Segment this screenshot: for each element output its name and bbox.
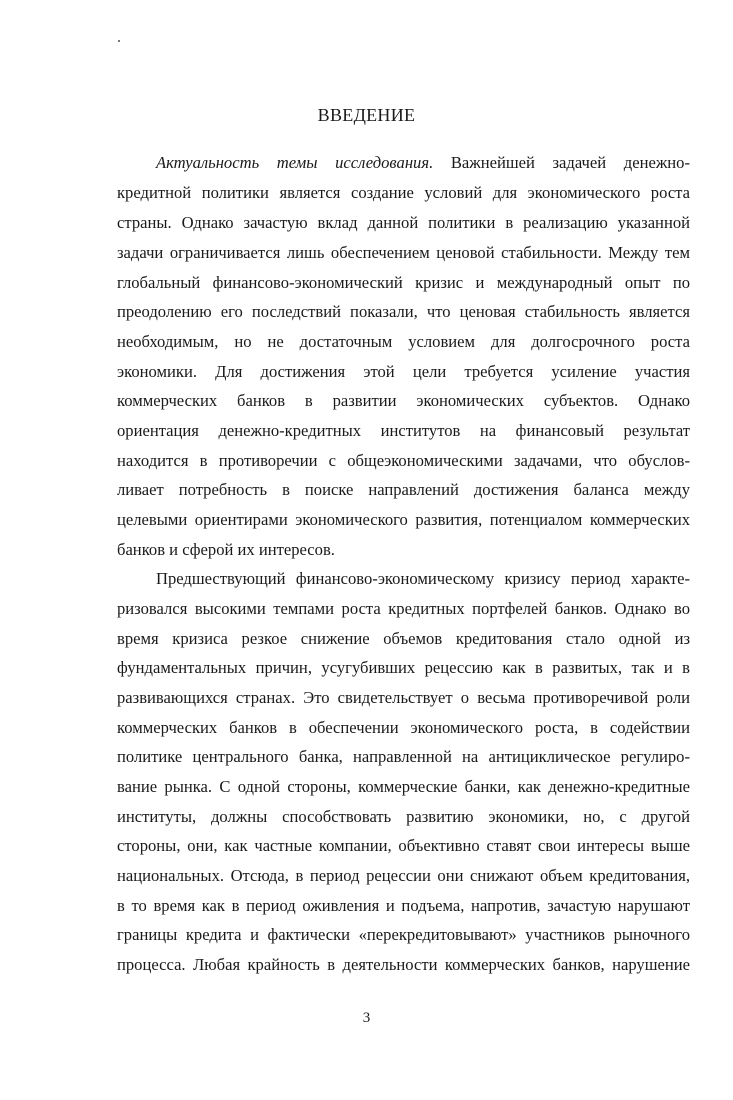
text-line-24: стороны, они, как частные компании, объективно ставят свои интересы выше <box>117 836 690 855</box>
text-line-11: находится в противоречии с общеэкономическими задачами, что обуслов- <box>117 451 690 470</box>
text-line-15: Предшествующий финансово-экономическому кризису период характе- <box>156 569 690 588</box>
page-title: ВВЕДЕНИЕ <box>317 105 416 125</box>
lead-italic-phrase: Актуальность темы исследования. <box>156 153 434 172</box>
text-line-7: необходимым, но не достаточным условием для долгосрочного роста <box>117 332 690 351</box>
text-line-25: национальных. Отсюда, в период рецессии они снижают объем кредитования, <box>117 866 690 885</box>
text-line-6: преодолению его последствий показали, что ценовая стабильность является <box>117 302 690 321</box>
text-line-5: глобальный финансово-экономический кризис и международный опыт по <box>117 273 690 292</box>
text-line-9: коммерческих банков в развитии экономических субъектов. Однако <box>117 391 690 410</box>
text-line-21: политике центрального банка, направленной на антициклическое регулиро- <box>117 747 690 766</box>
text-line-12: ливает потребность в поиске направлений достижения баланса между <box>117 480 690 499</box>
text-line-16: ризовался высокими темпами роста кредитных портфелей банков. Однако во <box>117 599 690 618</box>
text-line-20: коммерческих банков в обеспечении экономического роста, в содействии <box>117 718 690 737</box>
text-line-3: страны. Однако зачастую вклад данной политики в реализацию указанной <box>117 213 690 232</box>
text-line-8: экономики. Для достижения этой цели требуется усиление участия <box>117 362 690 381</box>
scan-speck <box>118 40 120 42</box>
text-line-1-rest: Важнейшей задачей денежно- <box>433 153 690 172</box>
text-line-28: процесса. Любая крайность в деятельности коммерческих банков, нарушение <box>117 955 690 974</box>
text-line-4: задачи ограничивается лишь обеспечением ценовой стабильности. Между тем <box>117 243 690 262</box>
text-line-19: развивающихся странах. Это свидетельствует о весьма противоречивой роли <box>117 688 690 707</box>
text-line-18: фундаментальных причин, усугубивших рецессию как в развитых, так и в <box>117 658 690 677</box>
text-line-23: институты, должны способствовать развитию экономики, но, с другой <box>117 807 690 826</box>
text-line-22: вание рынка. С одной стороны, коммерческие банки, как денежно-кредитные <box>117 777 690 796</box>
text-line-1 <box>117 153 690 173</box>
text-line-17: время кризиса резкое снижение объемов кредитования стало одной из <box>117 629 690 648</box>
text-line-26: в то время как в период оживления и подъема, напротив, зачастую нарушают <box>117 896 690 915</box>
page-number: 3 <box>362 1010 371 1026</box>
text-line-13: целевыми ориентирами экономического развития, потенциалом коммерческих <box>117 510 690 529</box>
text-line-14: банков и сферой их интересов. <box>117 540 335 559</box>
text-line-2: кредитной политики является создание условий для экономического роста <box>117 183 690 202</box>
text-line-10: ориентация денежно-кредитных институтов на финансовый результат <box>117 421 690 440</box>
text-line-27: границы кредита и фактически «перекредитовывают» участников рыночного <box>117 925 690 944</box>
